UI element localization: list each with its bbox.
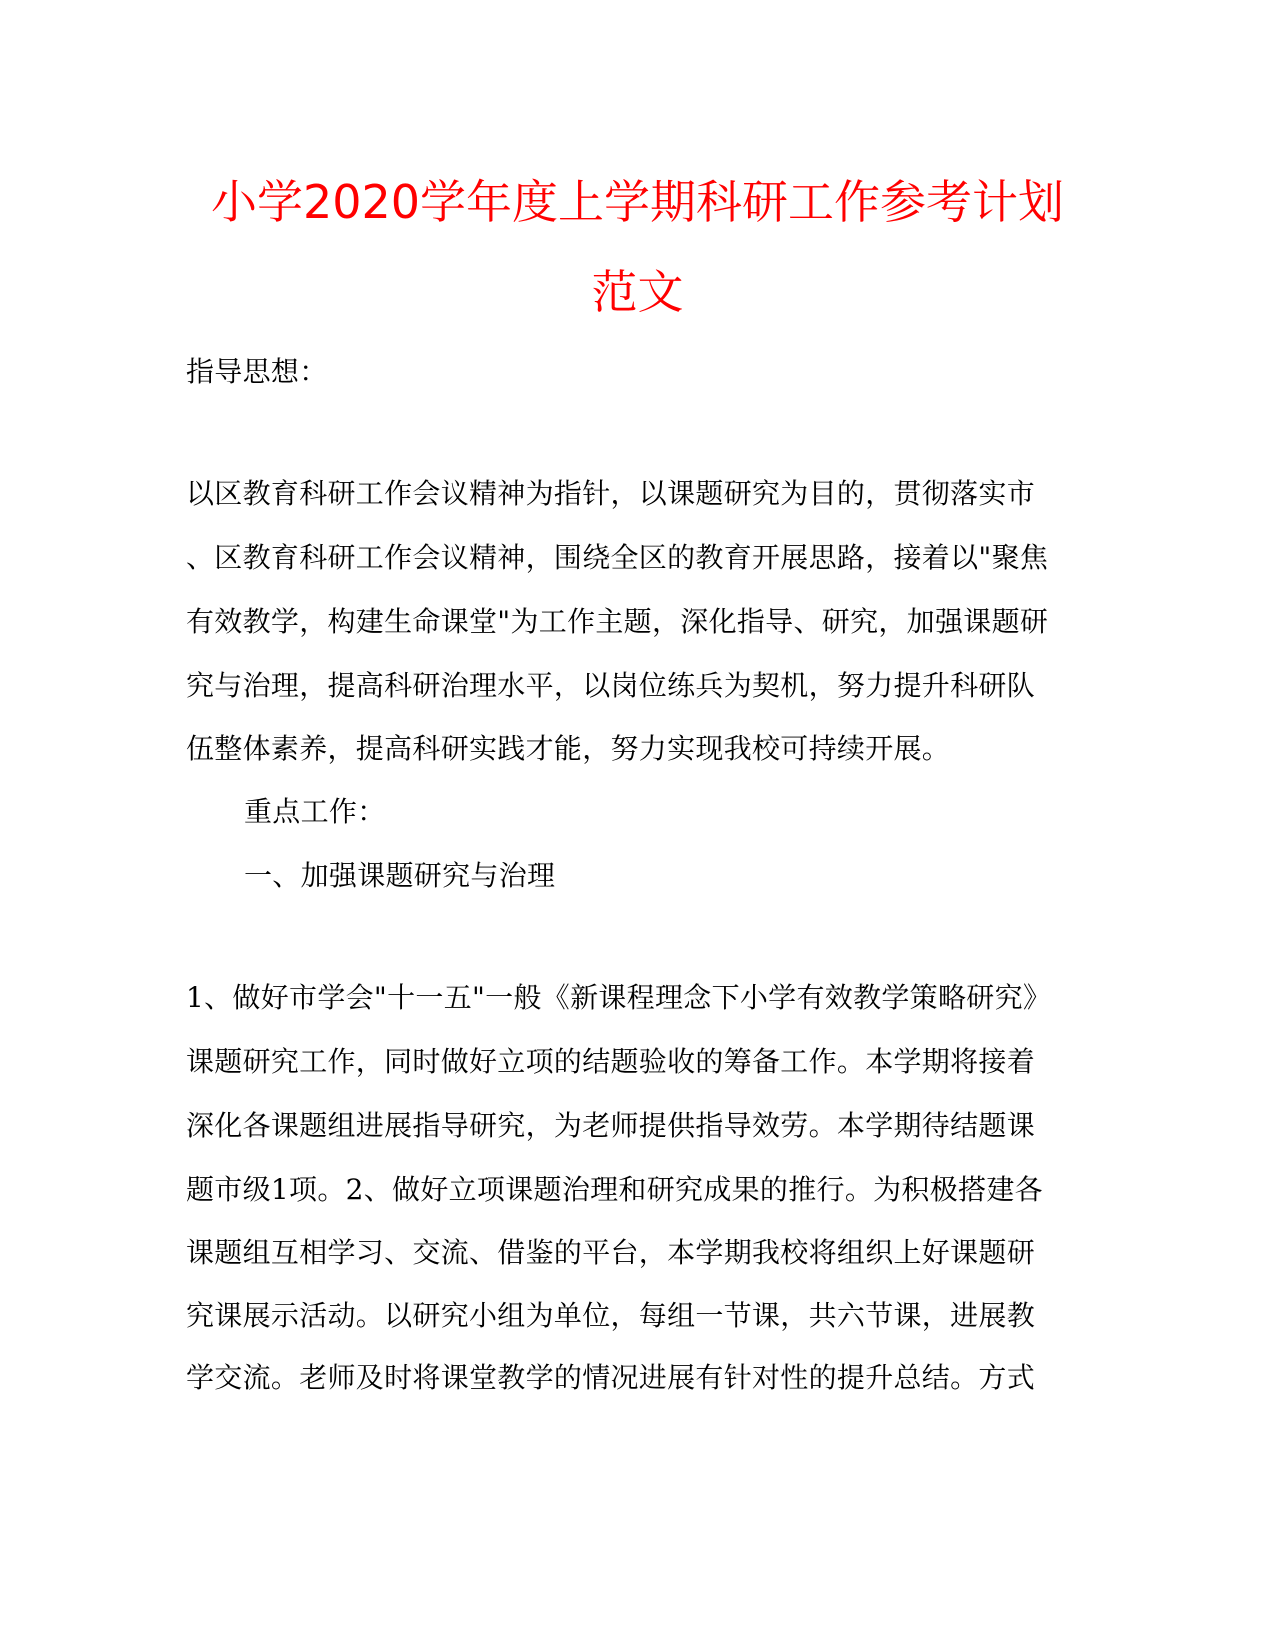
key-work-heading: 重点工作： [244, 795, 386, 828]
section-one-line-3: 深化各课题组进展指导研究，为老师提供指导效劳。本学期待结题课 [186, 1109, 1036, 1142]
document-title-line-1: 小学2020学年度上学期科研工作参考计划 [210, 175, 1065, 229]
section-one-line-2: 课题研究工作，同时做好立项的结题验收的筹备工作。本学期将接着 [186, 1045, 1036, 1078]
section-one-line-4: 题市级1项。2、做好立项课题治理和研究成果的推行。为积极搭建各 [186, 1173, 1043, 1206]
section-one-line-6: 究课展示活动。以研究小组为单位，每组一节课，共六节课，进展教 [186, 1299, 1036, 1332]
section-one-line-1: 1、做好市学会"十一五"一般《新课程理念下小学有效教学策略研究》 [186, 981, 1052, 1014]
section-one-line-5: 课题组互相学习、交流、借鉴的平台，本学期我校将组织上好课题研 [186, 1236, 1036, 1269]
guiding-line-2: 、区教育科研工作会议精神，围绕全区的教育开展思路，接着以"聚焦 [186, 541, 1049, 574]
guiding-line-1: 以区教育科研工作会议精神为指针，以课题研究为目的，贯彻落实市 [186, 477, 1036, 510]
guiding-line-3: 有效教学，构建生命课堂"为工作主题，深化指导、研究，加强课题研 [186, 605, 1049, 638]
document-title-line-2: 范文 [591, 265, 684, 319]
guiding-heading: 指导思想： [186, 355, 328, 388]
section-one-line-7: 学交流。老师及时将课堂教学的情况进展有针对性的提升总结。方式 [186, 1361, 1036, 1394]
guiding-line-5: 伍整体素养，提高科研实践才能，努力实现我校可持续开展。 [186, 732, 951, 765]
section-one-heading: 一、加强课题研究与治理 [244, 859, 556, 892]
guiding-line-4: 究与治理，提高科研治理水平，以岗位练兵为契机，努力提升科研队 [186, 669, 1036, 702]
